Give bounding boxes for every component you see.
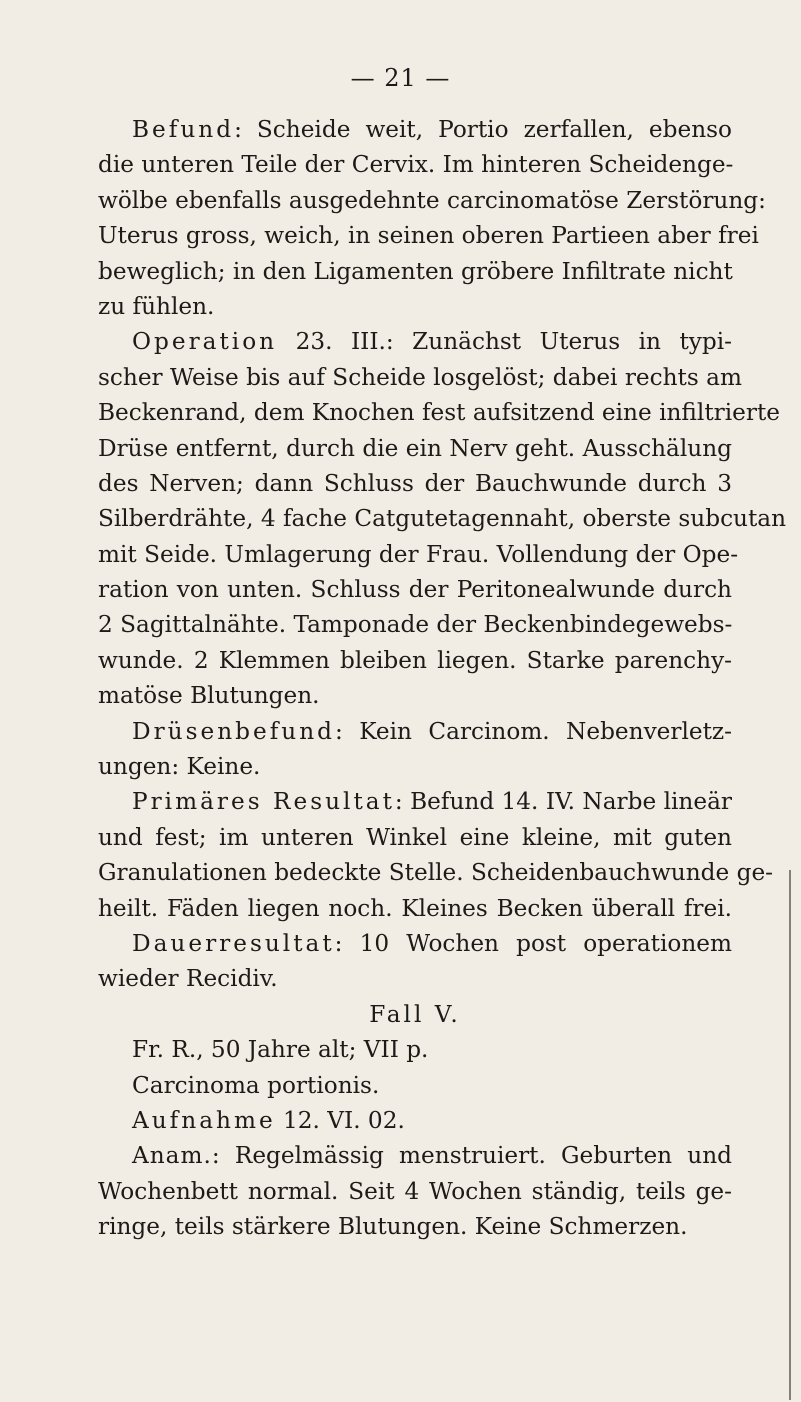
paragraph-label: Primäres Resultat — [132, 788, 395, 816]
text-line — [98, 784, 732, 819]
text-line — [98, 324, 732, 359]
line-text: : Kein Carcinom. Nebenverletz- — [335, 717, 732, 745]
text-line: die unteren Teile der Cervix. Im hinteren Scheidenge- — [98, 151, 734, 179]
text-line: 2 Sagittalnähte. Tamponade der Beckenbindegewebs- — [98, 611, 733, 639]
line-text: 12. VI. 02. — [275, 1106, 405, 1134]
text-line: Carcinoma portionis. — [132, 1071, 380, 1099]
text-line — [98, 926, 732, 961]
text-line: des Nerven; dann Schluss der Bauchwunde durch 3 — [98, 469, 732, 497]
text-line — [98, 112, 732, 147]
text-line: Beckenrand, dem Knochen fest aufsitzend eine infiltrierte — [98, 399, 780, 427]
paragraph-label: Aufnahme — [132, 1106, 276, 1134]
paragraph-label: Drüsenbefund — [132, 717, 336, 745]
paragraph-label: Dauerresultat — [132, 929, 335, 957]
line-text: 23. III.: Zunächst Uterus in typi- — [277, 328, 732, 356]
body-text — [98, 112, 787, 1245]
text-line: Granulationen bedeckte Stelle. Scheidenbauchwunde ge- — [98, 859, 774, 887]
text-line: Silberdrähte, 4 fache Catgutetagennaht, oberste subcutan — [98, 505, 787, 533]
page-number: — 21 — — [350, 64, 451, 92]
text-line: Fr. R., 50 Jahre alt; VII p. — [132, 1036, 429, 1064]
text-line — [98, 1138, 732, 1173]
line-text: : Befund 14. IV. Narbe lineär — [394, 788, 732, 816]
text-line: scher Weise bis auf Scheide losgelöst; dabei rechts am — [98, 363, 742, 391]
text-line: wunde. 2 Klemmen bleiben liegen. Starke parenchy- — [98, 646, 732, 674]
text-line: Uterus gross, weich, in seinen oberen Partieen aber frei — [98, 222, 759, 250]
text-line — [98, 714, 732, 749]
line-text: : 10 Wochen post operationem — [334, 929, 732, 957]
text-line: wölbe ebenfalls ausgedehnte carcinomatöse Zerstörung: — [98, 186, 766, 214]
line-text: : Regelmässig menstruiert. Geburten und — [211, 1142, 732, 1170]
text-line: ringe, teils stärkere Blutungen. Keine Schmerzen. — [98, 1213, 688, 1241]
text-line: zu fühlen. — [98, 292, 215, 320]
text-line — [98, 1103, 732, 1138]
text-line: und fest; im unteren Winkel eine kleine, mit guten — [98, 823, 732, 851]
section-heading — [98, 997, 732, 1032]
text-line: beweglich; in den Ligamenten gröbere Infiltrate nicht — [98, 257, 733, 285]
text-line: Drüse entfernt, durch die ein Nerv geht. Ausschälung — [98, 434, 732, 462]
line-text: : Scheide weit, Portio zerfallen, ebenso — [234, 116, 732, 143]
paragraph-label: Befund — [132, 116, 235, 143]
text-line: mit Seide. Umlagerung der Frau. Vollendung der Ope- — [98, 540, 739, 568]
text-line: wieder Recidiv. — [98, 965, 278, 993]
paragraph-label: Operation — [132, 328, 278, 356]
text-line: ungen: Keine. — [98, 753, 261, 781]
text-line: heilt. Fäden liegen noch. Kleines Becken überall frei. — [98, 894, 732, 922]
text-line: ration von unten. Schluss der Peritonealwunde durch — [98, 576, 732, 604]
text-line: matöse Blutungen. — [98, 682, 320, 710]
paragraph-label: Anam. — [132, 1142, 212, 1170]
text-line: Wochenbett normal. Seit 4 Wochen ständig, teils ge- — [98, 1177, 732, 1205]
scan-edge-line — [789, 870, 791, 1400]
heading-text: Fall V. — [369, 1000, 461, 1028]
